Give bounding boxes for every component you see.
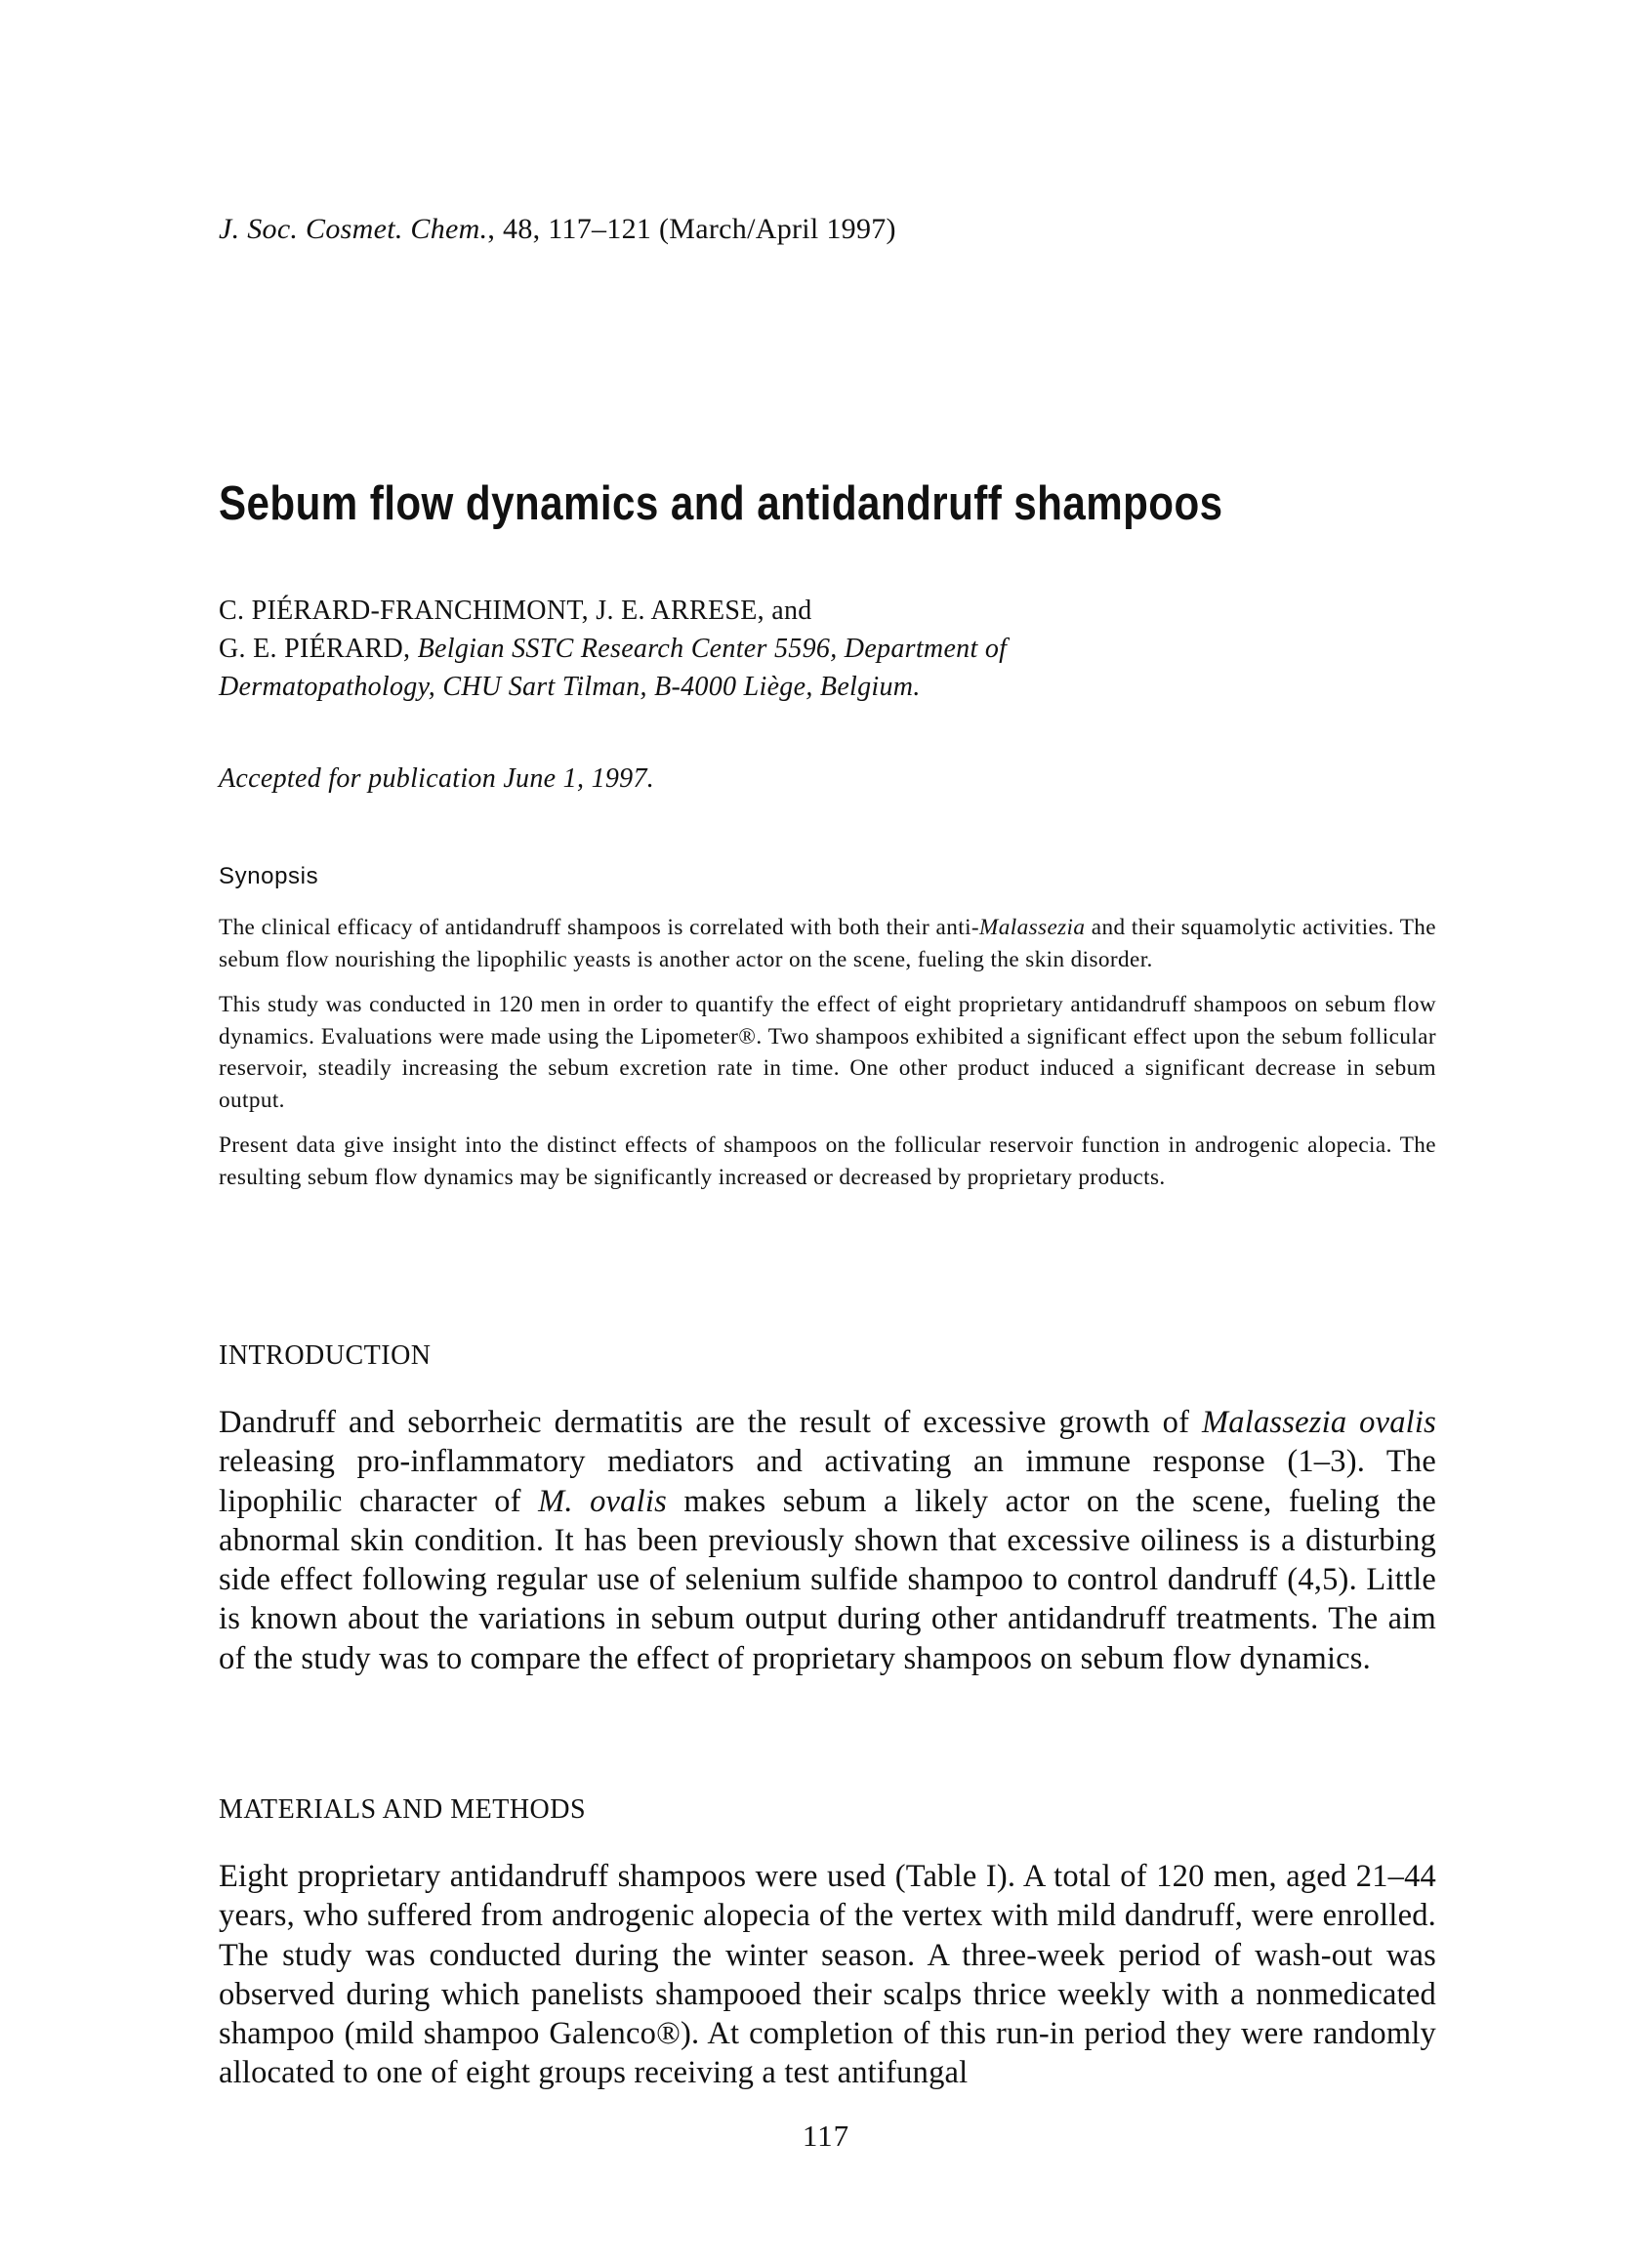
article-title: Sebum flow dynamics and antidandruff shampoos (219, 477, 1223, 530)
citation-journal: J. Soc. Cosmet. Chem. (219, 213, 488, 245)
synopsis-p1-text-end: and their squamolytic activities. The sebum flow nourishing the lipophilic yeasts is another actor on the scene, fueling the skin disorder. (219, 915, 1436, 972)
authors-line-2 (219, 630, 1439, 668)
synopsis-p1-italic: Malassezia (979, 915, 1086, 940)
synopsis-paragraph-1 (219, 912, 1436, 975)
synopsis-paragraph-2: This study was conducted in 120 men in order to quantify the effect of eight proprietary antidandruff shampoos on sebum flow dynamics. Evaluations were made using the Lipometer®. Two shampoos exhibited a significant effect upon the sebum follicular reservoir, steadily increasing the sebum excretion rate in time. One other product induced a significant decrease in sebum output. (219, 992, 1436, 1113)
page-number: 117 (802, 2119, 850, 2153)
introduction-paragraph (219, 1403, 1436, 1678)
affiliation-part-2: Dermatopathology, CHU Sart Tilman, B-4000 Liège, Belgium. (219, 672, 921, 702)
authors-names: G. E. PIÉRARD, (219, 634, 418, 664)
intro-text-b: releasing pro-inflammatory mediators and activating an immune response (1–3). The lipophilic character of (219, 1444, 1436, 1519)
intro-italic-1: Malassezia ovalis (1202, 1405, 1436, 1440)
author-block (219, 592, 1439, 706)
methods-paragraph: Eight proprietary antidandruff shampoos were used (Table I). A total of 120 men, aged 21–44 years, who suffered from androgenic alopecia of the vertex with mild dandruff, were enrolled. The study was conducted during the winter season. A three-week period of wash-out was observed during which panelists shampooed their scalps thrice weekly with a nonmedicated shampoo (mild shampoo Galenco®). At completion of this run-in period they were randomly allocated to one of eight groups receiving a test antifungal (219, 1859, 1436, 2091)
synopsis-p1-text: The clinical efficacy of antidandruff shampoos is correlated with both their anti- (219, 915, 980, 940)
intro-italic-2: M. ovalis (538, 1483, 667, 1519)
synopsis-body (219, 912, 1436, 1207)
accepted-date: Accepted for publication June 1, 1997. (219, 763, 655, 794)
authors-line-1: C. PIÉRARD-FRANCHIMONT, J. E. ARRESE, and (219, 596, 812, 626)
introduction-heading: INTRODUCTION (219, 1340, 432, 1371)
intro-text-a: Dandruff and seborrheic dermatitis are the result of excessive growth of (219, 1405, 1203, 1440)
journal-citation (219, 213, 896, 246)
affiliation-part-1: Belgian SSTC Research Center 5596, Department of (417, 634, 1008, 664)
methods-heading: MATERIALS AND METHODS (219, 1794, 587, 1825)
citation-details: , 48, 117–121 (March/April 1997) (487, 213, 896, 245)
synopsis-heading: Synopsis (219, 863, 319, 889)
intro-text-c: makes sebum a likely actor on the scene, fueling the abnormal skin condition. It has been previously shown that excessive oiliness is a disturbing side effect following regular use of selenium sulfide shampoo to control dandruff (4,5). Little is known about the variations in sebum output during other antidandruff treatments. The aim of the study was to compare the effect of proprietary shampoos on sebum flow dynamics. (219, 1483, 1436, 1676)
synopsis-paragraph-3: Present data give insight into the distinct effects of shampoos on the follicular reservoir function in androgenic alopecia. The resulting sebum flow dynamics may be significantly increased or decreased by proprietary products. (219, 1132, 1436, 1190)
